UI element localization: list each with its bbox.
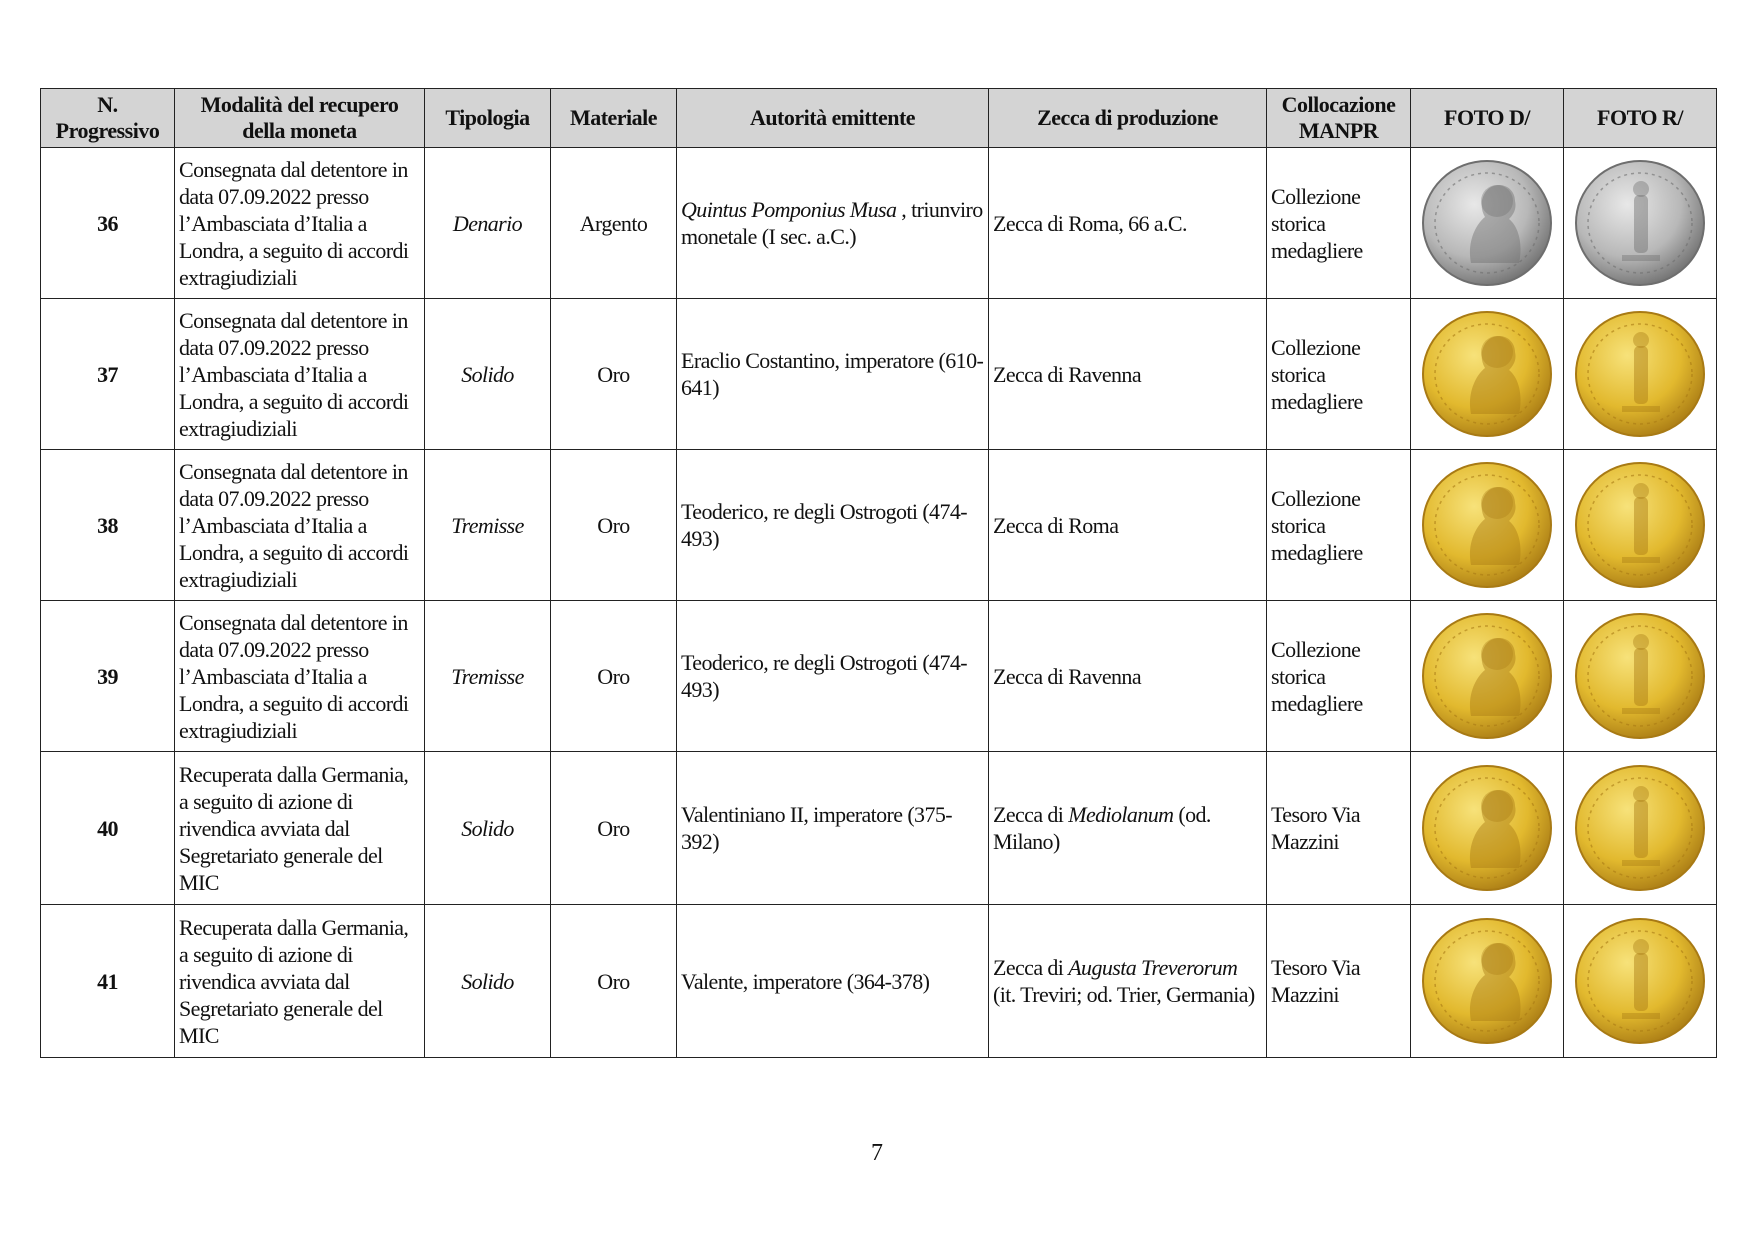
coin-type: Tremisse xyxy=(425,601,551,752)
header-collocazione: Collocazione MANPR xyxy=(1267,89,1411,148)
coin-photo-obverse xyxy=(1411,601,1564,752)
mint xyxy=(989,752,1267,905)
issuing-authority xyxy=(677,752,989,905)
header-method: Modalità del recupero della moneta xyxy=(175,89,425,148)
recovery-method: Recuperata dalla Germania, a seguito di azione di rivendica avviata dal Segretariato generale del MIC xyxy=(175,905,425,1058)
recovery-method: Consegnata dal detentore in data 07.09.2022 presso l’Ambasciata d’Italia a Londra, a seguito di accordi extragiudiziali xyxy=(175,601,425,752)
coin-photo-reverse xyxy=(1564,148,1717,299)
header-tipologia: Tipologia xyxy=(425,89,551,148)
mint-text: Zecca di Roma xyxy=(993,512,1119,538)
recovery-method: Consegnata dal detentore in data 07.09.2022 presso l’Ambasciata d’Italia a Londra, a seguito di accordi extragiudiziali xyxy=(175,148,425,299)
mint-text: Zecca di Ravenna xyxy=(993,663,1141,689)
coin-type: Solido xyxy=(425,905,551,1058)
mint-text: Zecca di Ravenna xyxy=(993,361,1141,387)
coin-table xyxy=(40,88,1717,1058)
table-row xyxy=(41,450,1717,601)
coin-photo-obverse xyxy=(1411,450,1564,601)
row-number: 38 xyxy=(41,450,175,601)
issuing-authority xyxy=(677,299,989,450)
issuing-authority xyxy=(677,905,989,1058)
coin-photo-obverse xyxy=(1411,299,1564,450)
recovery-method: Consegnata dal detentore in data 07.09.2022 presso l’Ambasciata d’Italia a Londra, a seguito di accordi extragiudiziali xyxy=(175,450,425,601)
header-num: N. Progressivo xyxy=(41,89,175,148)
table-body xyxy=(41,148,1717,1058)
mint-italic: Mediolanum xyxy=(1068,802,1174,827)
coin-material: Oro xyxy=(551,905,677,1058)
issuing-authority xyxy=(677,450,989,601)
table-row xyxy=(41,905,1717,1058)
issuing-authority-text: Valentiniano II, imperatore (375-392) xyxy=(681,802,952,854)
coin-type: Solido xyxy=(425,299,551,450)
coin-photo-reverse xyxy=(1564,752,1717,905)
header-foto-r: FOTO R/ xyxy=(1564,89,1717,148)
table-row xyxy=(41,752,1717,905)
issuing-authority xyxy=(677,148,989,299)
issuing-authority-text: , triunviro monetale (I sec. a.C.) xyxy=(681,197,983,249)
issuing-authority xyxy=(677,601,989,752)
table-row xyxy=(41,601,1717,752)
coin-type: Denario xyxy=(425,148,551,299)
issuing-authority-text: Teoderico, re degli Ostrogoti (474-493) xyxy=(681,650,967,702)
coin-material: Oro xyxy=(551,299,677,450)
coin-photo-reverse xyxy=(1564,601,1717,752)
coin-photo-obverse xyxy=(1411,148,1564,299)
row-number: 40 xyxy=(41,752,175,905)
row-number: 41 xyxy=(41,905,175,1058)
row-number: 37 xyxy=(41,299,175,450)
row-number: 39 xyxy=(41,601,175,752)
issuing-authority-text: Valente, imperatore (364-378) xyxy=(681,968,930,994)
collection-location: Collezione storica medagliere xyxy=(1267,148,1411,299)
coin-type: Solido xyxy=(425,752,551,905)
mint-text: Zecca di Roma, 66 a.C. xyxy=(993,210,1187,236)
issuing-authority-text: Teoderico, re degli Ostrogoti (474-493) xyxy=(681,499,967,551)
header-foto-d: FOTO D/ xyxy=(1411,89,1564,148)
row-number: 36 xyxy=(41,148,175,299)
mint-italic: Augusta Treverorum xyxy=(1068,955,1238,980)
collection-location: Collezione storica medagliere xyxy=(1267,601,1411,752)
mint xyxy=(989,450,1267,601)
table-row xyxy=(41,148,1717,299)
recovery-method: Consegnata dal detentore in data 07.09.2022 presso l’Ambasciata d’Italia a Londra, a seguito di accordi extragiudiziali xyxy=(175,299,425,450)
mint xyxy=(989,148,1267,299)
header-zecca: Zecca di produzione xyxy=(989,89,1267,148)
coin-material: Oro xyxy=(551,450,677,601)
coin-photo-obverse xyxy=(1411,905,1564,1058)
collection-location: Tesoro Via Mazzini xyxy=(1267,905,1411,1058)
issuing-authority-italic: Quintus Pomponius Musa xyxy=(681,197,897,222)
mint xyxy=(989,299,1267,450)
mint xyxy=(989,905,1267,1058)
mint-text: Zecca di xyxy=(993,955,1069,980)
coin-material: Oro xyxy=(551,752,677,905)
mint-suffix: (od. Milano) xyxy=(993,802,1211,854)
issuing-authority-text: Eraclio Costantino, imperatore (610-641) xyxy=(681,348,984,400)
recovery-method: Recuperata dalla Germania, a seguito di azione di rivendica avviata dal Segretariato generale del MIC xyxy=(175,752,425,905)
coin-photo-reverse xyxy=(1564,905,1717,1058)
header-materiale: Materiale xyxy=(551,89,677,148)
collection-location: Collezione storica medagliere xyxy=(1267,299,1411,450)
table-row xyxy=(41,299,1717,450)
coin-photo-reverse xyxy=(1564,299,1717,450)
page-number: 7 xyxy=(871,1140,883,1166)
collection-location: Collezione storica medagliere xyxy=(1267,450,1411,601)
header-row xyxy=(41,89,1717,148)
coin-type: Tremisse xyxy=(425,450,551,601)
coin-material: Argento xyxy=(551,148,677,299)
coin-photo-obverse xyxy=(1411,752,1564,905)
header-autorita: Autorità emittente xyxy=(677,89,989,148)
coin-material: Oro xyxy=(551,601,677,752)
coin-photo-reverse xyxy=(1564,450,1717,601)
collection-location: Tesoro Via Mazzini xyxy=(1267,752,1411,905)
mint xyxy=(989,601,1267,752)
mint-suffix: (it. Treviri; od. Trier, Germania) xyxy=(993,982,1255,1007)
mint-text: Zecca di xyxy=(993,802,1069,827)
